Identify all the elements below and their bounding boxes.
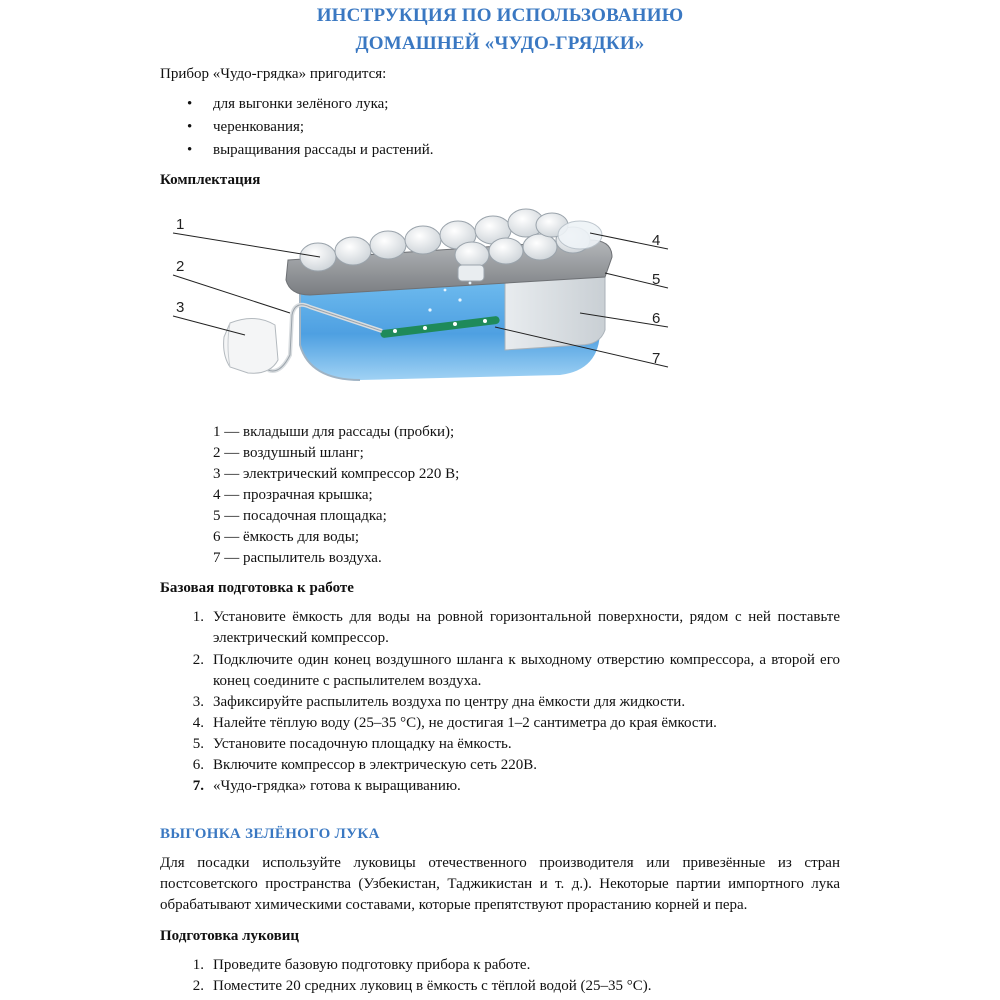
prep-step: Включите компрессор в электрическую сеть 220В. — [213, 757, 537, 773]
use-item: для выгонки зелёного лука; — [213, 96, 389, 112]
bullet-icon: • — [187, 119, 193, 135]
bulbs-heading: Подготовка луковиц — [160, 928, 299, 944]
onion-paragraph: Для посадки используйте луковицы отечественного производителя или привезённые из стран постсоветского пространства (Узбекистан, Таджикистан и т. д.). Некоторые партии импортного лука обрабатывают химическими составами, которые препятствуют прорастанию корней и пера. — [160, 855, 840, 913]
step-number: 1. — [192, 957, 204, 973]
legend-item: 1 — вкладыши для рассады (пробки); — [213, 424, 455, 440]
step-number: 2. — [192, 652, 204, 668]
legend-item: 4 — прозрачная крышка; — [213, 487, 373, 503]
prep-heading: Базовая подготовка к работе — [160, 580, 354, 596]
prep-step: Налейте тёплую воду (25–35 °С), не достигая 1–2 сантиметра до края ёмкости. — [213, 715, 717, 731]
device-diagram — [160, 195, 680, 395]
prep-step: «Чудо-грядка» готова к выращиванию. — [213, 778, 461, 794]
legend-item: 5 — посадочная площадка; — [213, 508, 387, 524]
prep-step: Зафиксируйте распылитель воздуха по центру дна ёмкости для жидкости. — [213, 694, 686, 710]
step-number: 7. — [192, 778, 204, 794]
callout-label: 3 — [176, 299, 185, 316]
step-number: 4. — [192, 715, 204, 731]
prep-step: Подключите один конец воздушного шланга к выходному отверстию компрессора, а второй его конец соедините с распылителем воздуха. — [213, 652, 840, 689]
legend-item: 7 — распылитель воздуха. — [213, 550, 382, 566]
intro-text: Прибор «Чудо-грядка» пригодится: — [160, 66, 387, 82]
prep-step: Установите посадочную площадку на ёмкость. — [213, 736, 512, 752]
callout-label: 6 — [652, 310, 661, 327]
bulbs-step: Проведите базовую подготовку прибора к работе. — [213, 957, 531, 973]
kit-heading: Комплектация — [160, 172, 261, 188]
legend-item: 6 — ёмкость для воды; — [213, 529, 360, 545]
callout-label: 7 — [652, 350, 661, 367]
onion-section-heading: ВЫГОНКА ЗЕЛЁНОГО ЛУКА — [160, 826, 380, 842]
step-number: 2. — [192, 978, 204, 994]
use-item: выращивания рассады и растений. — [213, 142, 434, 158]
callout-label: 4 — [652, 232, 661, 249]
step-number: 5. — [192, 736, 204, 752]
prep-step: Установите ёмкость для воды на ровной горизонтальной поверхности, рядом с ней поставьте электрический компрессор. — [213, 609, 840, 646]
compressor — [224, 318, 278, 373]
step-number: 1. — [192, 609, 204, 625]
bulbs-step: Поместите 20 средних луковиц в ёмкость с тёплой водой (25–35 °С). — [213, 978, 652, 994]
callout-label: 2 — [176, 258, 185, 275]
bullet-icon: • — [187, 142, 193, 158]
step-number: 3. — [192, 694, 204, 710]
legend-item: 2 — воздушный шланг; — [213, 445, 364, 461]
doc-title-line-1: ИНСТРУКЦИЯ ПО ИСПОЛЬЗОВАНИЮ — [316, 5, 684, 26]
doc-title-line-2: ДОМАШНЕЙ «ЧУДО-ГРЯДКИ» — [355, 33, 645, 54]
callout-label: 1 — [176, 216, 185, 233]
callout-label: 5 — [652, 271, 661, 288]
use-item: черенкования; — [213, 119, 305, 135]
legend-item: 3 — электрический компрессор 220 В; — [213, 466, 460, 482]
step-number: 6. — [192, 757, 204, 773]
bullet-icon: • — [187, 96, 193, 112]
